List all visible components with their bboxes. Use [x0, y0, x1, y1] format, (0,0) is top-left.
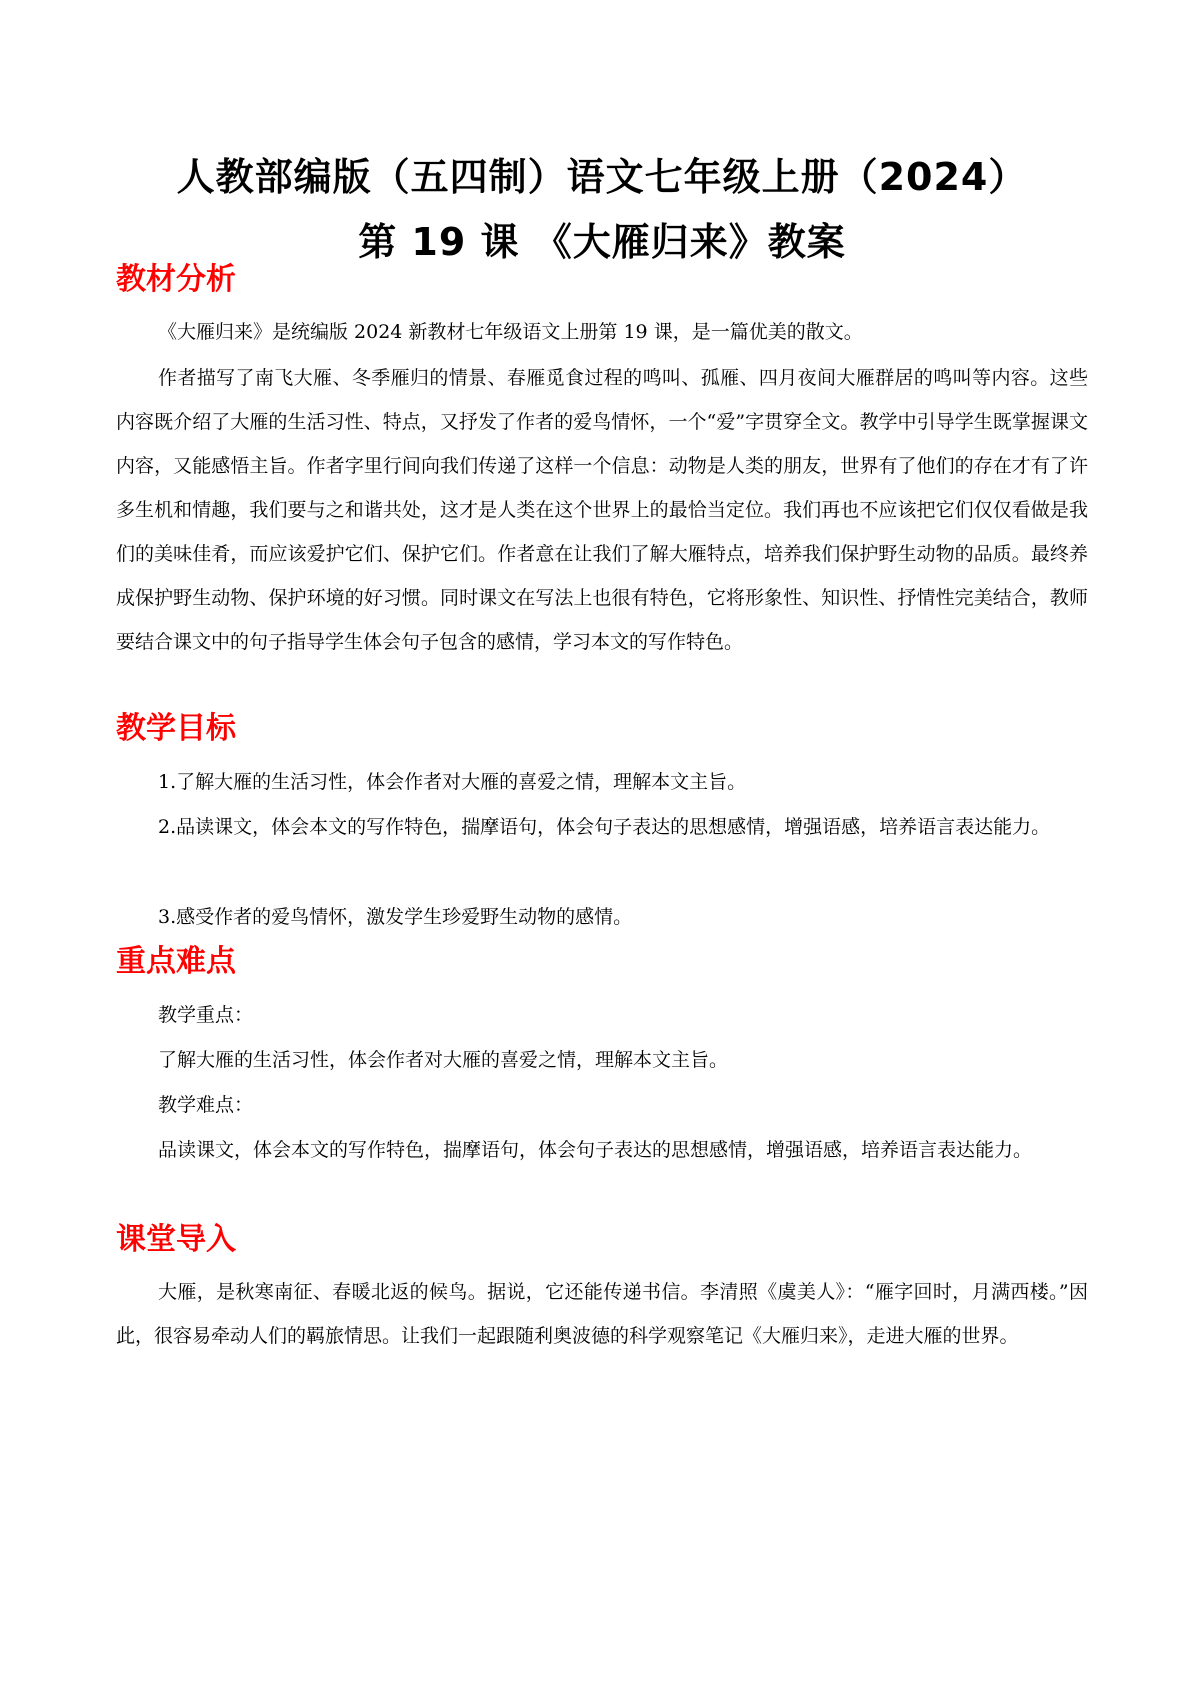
section-heading-teaching-goals: 教学目标 — [116, 711, 236, 746]
section-heading-textbook-analysis: 教材分析 — [116, 262, 236, 297]
paragraph: 作者描写了南飞大雁、冬季雁归的情景、春雁觅食过程的鸣叫、孤雁、四月夜间大雁群居的鸣叫等内容。这些内容既介绍了大雁的生活习性、特点，又抒发了作者的爱鸟情怀，一个“爱”字贯穿全文。教学中引导学生既掌握课文内容，又能感悟主旨。作者字里行间向我们传递了这样一个信息：动物是人类的朋友，世界有了他们的存在才有了许多生机和情趣，我们要与之和谐共处，这才是人类在这个世界上的最恰当定位。我们再也不应该把它们仅仅看做是我们的美味佳肴，而应该爱护它们、保护它们。作者意在让我们了解大雁特点，培养我们保护野生动物的品质。最终养成保护野生动物、保护环境的好习惯。同时课文在写法上也很有特色，它将形象性、知识性、抒情性完美结合，教师要结合课文中的句子指导学生体会句子包含的感情，学习本文的写作特色。 — [116, 367, 1088, 653]
sub-label-key-point: 教学重点： — [158, 1004, 254, 1026]
sub-label-difficulty: 教学难点： — [158, 1094, 254, 1116]
paragraph: 品读课文，体会本文的写作特色，揣摩语句，体会句子表达的思想感情，增强语感，培养语言表达能力。 — [158, 1139, 1033, 1161]
paragraph: 《大雁归来》是统编版 2024 新教材七年级语文上册第 19 课，是一篇优美的散文。 — [158, 321, 863, 343]
list-item-goal-3: 3.感受作者的爱鸟情怀，激发学生珍爱野生动物的感情。 — [158, 906, 633, 928]
paragraph: 大雁，是秋寒南征、春暖北返的候鸟。据说，它还能传递书信。李清照《虞美人》：“雁字回时，月满西楼。”因此，很容易牵动人们的羁旅情思。让我们一起跟随利奥波德的科学观察笔记《大雁归来》，走进大雁的世界。 — [116, 1281, 1088, 1347]
section-heading-key-points: 重点难点 — [116, 944, 236, 979]
document-title-line-2: 第 19 课 《大雁归来》教案 — [358, 220, 846, 264]
list-item-goal-1: 1.了解大雁的生活习性，体会作者对大雁的喜爱之情，理解本文主旨。 — [158, 771, 747, 793]
document-title-line-1: 人教部编版（五四制）语文七年级上册（2024） — [176, 155, 1028, 199]
list-item-goal-2: 2.品读课文，体会本文的写作特色，揣摩语句，体会句子表达的思想感情，增强语感，培养语言表达能力。 — [158, 816, 1051, 838]
section-heading-lesson-intro: 课堂导入 — [116, 1222, 236, 1257]
paragraph: 了解大雁的生活习性，体会作者对大雁的喜爱之情，理解本文主旨。 — [158, 1049, 729, 1071]
